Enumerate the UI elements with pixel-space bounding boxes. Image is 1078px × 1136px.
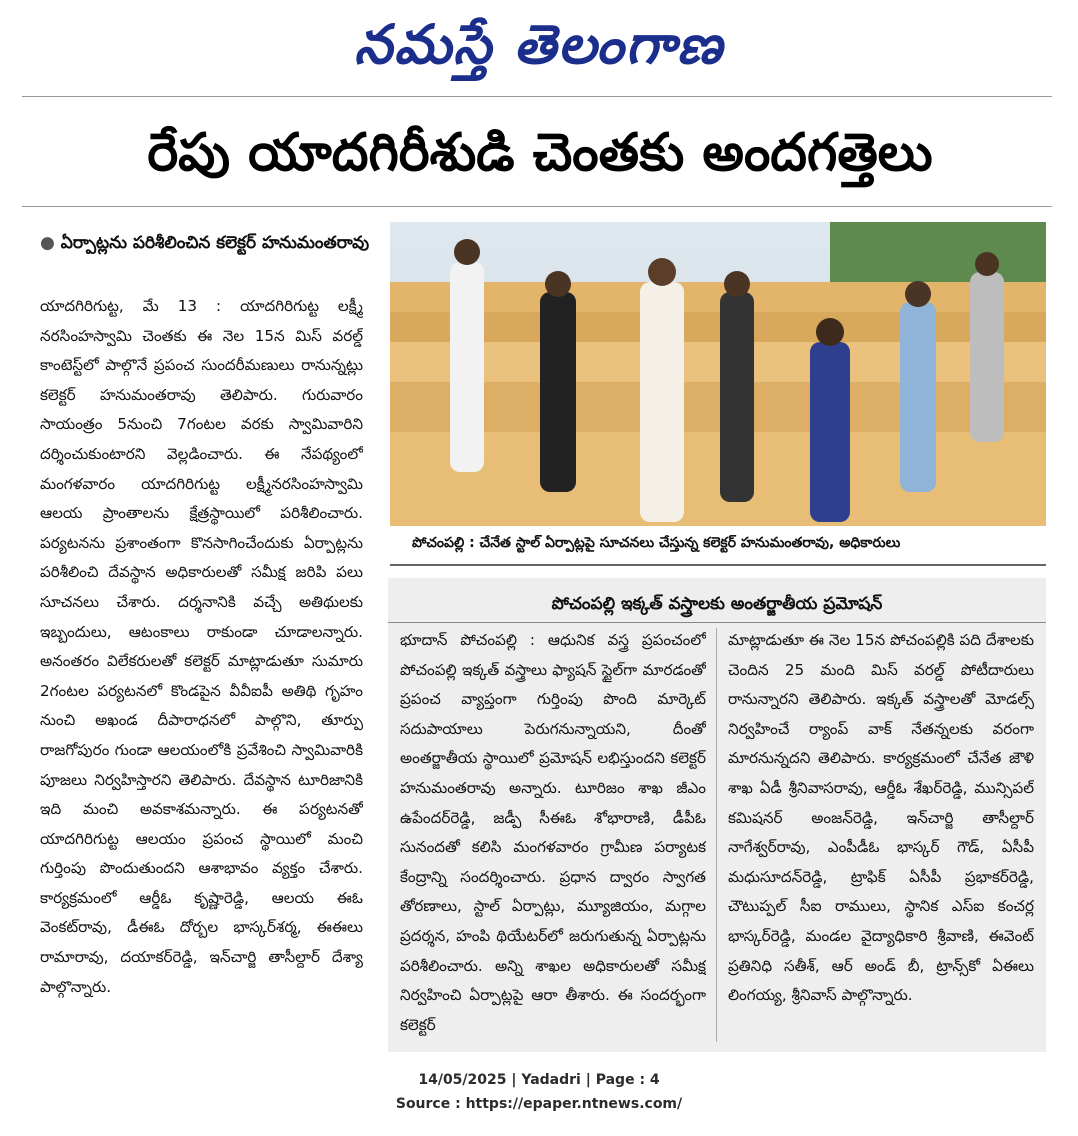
sidebar-title-divider — [388, 622, 1046, 623]
bullet-icon: ● — [40, 233, 61, 253]
sidebar-title: పోచంపల్లి ఇక్కత్ వస్త్రాలకు అంతర్జాతీయ ప్రమోషన్ — [551, 594, 883, 614]
headline-divider — [22, 206, 1052, 207]
footer-date-page: 14/05/2025 | Yadadri | Page : 4 — [418, 1072, 660, 1088]
main-story-column: యాదగిరిగుట్ట, మే 13 : యాదగిరిగుట్ట లక్ష్మీ నరసింహస్వామి చెంతకు ఈ నెల 15న మిస్ వరల్డ్ కాంటెస్ట్‌లో పాల్గొనే ప్రపంచ సుందరీమణులు రానున్నట్లు కలెక్టర్ హనుమంతరావు తెలిపారు. గురువారం సాయంత్రం 5నుంచి 7గంటల వరకు స్వామివారిని దర్శించుకుంటారని వెల్లడించారు. ఈ నేపథ్యంలో మంగళవారం యాదగిరిగుట్ట లక్ష్మీనరసింహస్వామి ఆలయ ప్రాంతాలను క్షేత్రస్థాయిలో పరిశీలించారు. పర్యటనను ప్రశాంతంగా కొనసాగించేందుకు ఏర్పాట్లను పరిశీలించి దేవస్థాన అధికారులతో సమీక్ష జరిపి పలు సూచనలు చేశారు. దర్శనానికి వచ్చే అతిథులకు ఇబ్బందులు, ఆటంకాలు రాకుండా చూడాలన్నారు. అనంతరం విలేకరులతో కలెక్టర్ మాట్లాడుతూ సుమారు 2గంటల పర్యటనలో కొండపైన వీవీఐపీ అతిథి గృహం నుంచి అఖండ దీపారాధనలో పాల్గొని, తూర్పు రాజగోపురం గుండా ఆలయంలోకి ప్రవేశించి స్వామివారికి పూజలు నిర్వహిస్తారని తెలిపారు. దేవస్థాన టూరిజానికి ఇది మంచి అవకాశమన్నారు. ఈ పర్యటనతో యాదగిరిగుట్ట ఆలయం ప్రపంచ స్థాయిలో మంచి గుర్తింపు పొందుతుందని ఆశాభావం వ్యక్తం చేశారు. కార్యక్రమంలో ఆర్డీఓ కృష్ణారెడ్డి, ఆలయ ఈఓ వెంకట్‌రావు, డీఈఓ దోర్బల భాస్కర్‌శర్మ, ఈఈలు రామారావు, దయాకర్‌రెడ్డి, ఇన్‌చార్జి తాసీల్దార్ దేశ్యా పాల్గొన్నారు. — [40, 297, 363, 996]
photo-caption: పోచంపల్లి : చేనేత స్టాల్ ఏర్పాట్లపై సూచనలు చేస్తున్న కలెక్టర్ హనుమంతరావు, అధికారులు — [412, 535, 901, 551]
column-divider — [716, 628, 717, 1042]
masthead-title: నమస్తే తెలంగాణ — [354, 13, 724, 76]
masthead-divider — [22, 96, 1052, 97]
news-photo — [390, 222, 1046, 526]
highlight-bullet — [40, 228, 370, 258]
sidebar-column-2: మాట్లాడుతూ ఈ నెల 15న పోచంపల్లికి పది దేశాలకు చెందిన 25 మంది మిస్ వరల్డ్ పోటీదారులు రానున్నారని తెలిపారు. ఇక్కత్ వస్త్రాలతో మోడల్స్ నిర్వహించే ర్యాంప్ వాక్ నేతన్నలకు వరంగా మారనున్నదని తెలిపారు. కార్యక్రమంలో చేనేత జౌళి శాఖ ఏడీ శ్రీనివాసరావు, ఆర్డీఓ శేఖర్‌రెడ్డి, మున్సిపల్ కమిషనర్ అంజన్‌రెడ్డి, ఇన్‌చార్జి తాసీల్దార్ నాగేశ్వర్‌రావు, ఎంపీడీఓ భాస్కర్ గౌడ్, ఏసీపీ మధుసూదన్‌రెడ్డి, ట్రాఫిక్ ఏసీపీ ప్రభాకర్‌రెడ్డి, చౌటుప్పల్ సీఐ రాములు, స్థానిక ఎస్ఐ కంచర్ల భాస్కర్‌రెడ్డి, మండల వైద్యాధికారి శ్రీవాణి, ఈవెంట్ ప్రతినిధి సతీశ్, ఆర్ అండ్ బీ, ట్రాన్స్‌కో ఏఈలు లింగయ్య, శ్రీనివాస్ పాల్గొన్నారు. — [728, 631, 1034, 1005]
photo-illustration — [390, 222, 1046, 526]
headline: రేపు యాదగిరీశుడి చెంతకు అందగత్తెలు — [147, 123, 933, 183]
highlight-text: ఏర్పాట్లను పరిశీలించిన కలెక్టర్ హనుమంతరావు — [60, 233, 370, 253]
sidebar-column-1: భూదాన్ పోచంపల్లి : ఆధునిక వస్త్ర ప్రపంచంలో పోచంపల్లి ఇక్కత్ వస్త్రాలు ఫ్యాషన్ స్టైల్‌గా మారడంతో ప్రపంచ వ్యాప్తంగా గుర్తింపు పొంది మార్కెట్ సదుపాయాలు పెరుగనున్నాయని, దీంతో అంతర్జాతీయ స్థాయిలో ప్రమోషన్ లభిస్తుందని కలెక్టర్ హనుమంతరావు అన్నారు. టూరిజం శాఖ జీఎం ఉపేందర్‌రెడ్డి, జడ్పీ సీఈఓ శోభారాణి, డీపీఓ సునందతో కలిసి మంగళవారం గ్రామీణ పర్యాటక కేంద్రాన్ని సందర్శించారు. ప్రధాన ద్వారం స్వాగత తోరణాలు, స్టాల్ ఏర్పాట్లు, మ్యూజియం, మగ్గాల ప్రదర్శన, హంపి థియేటర్‌లో జరుగుతున్న ఏర్పాట్లను పరిశీలించారు. అన్ని శాఖల అధికారులతో సమీక్ష నిర్వహించి ఏర్పాట్లపై ఆరా తీశారు. ఈ సందర్భంగా కలెక్టర్ — [400, 631, 706, 1034]
footer-source: Source : https://epaper.ntnews.com/ — [395, 1096, 683, 1112]
masthead-logo — [0, 6, 1078, 84]
caption-divider — [390, 564, 1046, 566]
